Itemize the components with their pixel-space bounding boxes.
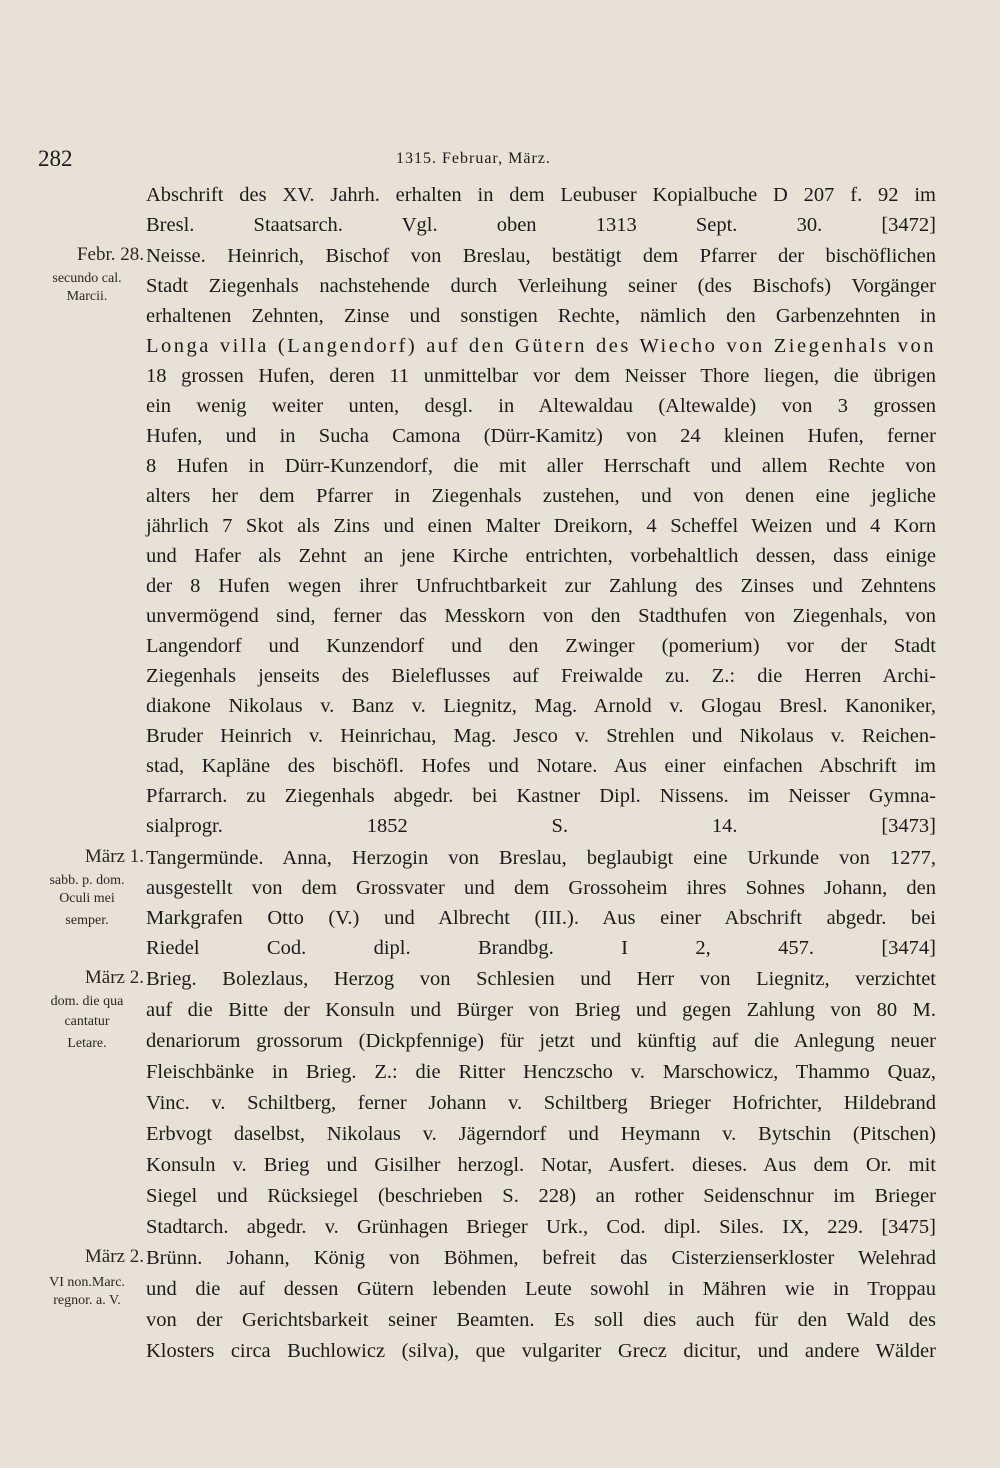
text-line: Hufen, und in Sucha Camona (Dürr-Kamitz) von 24 kleinen Hufen, ferner bbox=[146, 425, 936, 447]
margin-note-line: cantatur bbox=[64, 1014, 110, 1029]
text-line: erhaltenen Zehnten, Zinse und sonstigen Rechte, nämlich den Garbenzehnten in bbox=[146, 305, 936, 327]
text-line: Markgrafen Otto (V.) und Albrecht (III.). Aus einer Abschrift abgedr. bei bbox=[146, 907, 936, 929]
running-head: 1315. Februar, März. bbox=[396, 150, 551, 167]
text-line: jährlich 7 Skot als Zins und einen Malter Dreikorn, 4 Scheffel Weizen und 4 Korn bbox=[146, 515, 936, 537]
text-line: Brieg. Bolezlaus, Herzog von Schlesien und Herr von Liegnitz, verzichtet bbox=[146, 968, 936, 990]
text-line: Bresl. Staatsarch. Vgl. oben 1313 Sept. 30. [3472] bbox=[146, 214, 936, 236]
text-line: Klosters circa Buchlowicz (silva), que vulgariter Grecz dicitur, und andere Wälder bbox=[146, 1340, 936, 1362]
text-line: unvermögend sind, ferner das Messkorn von den Stadthufen von Ziegenhals, von bbox=[146, 605, 936, 627]
margin-note-line: sabb. p. dom. bbox=[49, 873, 125, 888]
margin-date: Febr. 28. bbox=[76, 244, 144, 265]
text-line: ausgestellt von dem Grossvater und dem Grossoheim ihres Sohnes Johann, den bbox=[146, 877, 936, 899]
text-line: diakone Nikolaus v. Banz v. Liegnitz, Mag. Arnold v. Glogau Bresl. Kanoniker, bbox=[146, 695, 936, 717]
text-line: und Hafer als Zehnt an jene Kirche entrichten, vorbehaltlich dessen, dass einige bbox=[146, 545, 936, 567]
text-line: Tangermünde. Anna, Herzogin von Breslau, beglaubigt eine Urkunde von 1277, bbox=[146, 847, 936, 869]
text-line: Vinc. v. Schiltberg, ferner Johann v. Schiltberg Brieger Hofrichter, Hildebrand bbox=[146, 1092, 936, 1114]
text-line: von der Gerichtsbarkeit seiner Beamten. Es soll dies auch für den Wald des bbox=[146, 1309, 936, 1331]
text-line: der 8 Hufen wegen ihrer Unfruchtbarkeit zur Zahlung des Zinses und Zehntens bbox=[146, 575, 936, 597]
text-line: Siegel und Rücksiegel (beschrieben S. 228) an rother Seidenschnur im Brieger bbox=[146, 1185, 936, 1207]
text-line: Abschrift des XV. Jahrh. erhalten in dem Leubuser Kopialbuche D 207 f. 92 im bbox=[146, 184, 936, 206]
text-line: Fleischbänke in Brieg. Z.: die Ritter Henczscho v. Marschowicz, Thammo Quaz, bbox=[146, 1061, 936, 1083]
page-number: 282 bbox=[38, 146, 73, 171]
margin-note-line: dom. die qua bbox=[50, 994, 124, 1009]
text-line: Erbvogt daselbst, Nikolaus v. Jägerndorf und Heymann v. Bytschin (Pitschen) bbox=[146, 1123, 936, 1145]
text-line: alters her dem Pfarrer in Ziegenhals zustehen, und von denen eine jegliche bbox=[146, 485, 936, 507]
margin-note-line: Letare. bbox=[67, 1036, 107, 1051]
text-line: sialprogr. 1852 S. 14. [3473] bbox=[146, 815, 936, 837]
margin-note-line: regnor. a. V. bbox=[53, 1293, 121, 1308]
page-header bbox=[0, 146, 1000, 172]
text-line: auf die Bitte der Konsuln und Bürger von Brieg und gegen Zahlung von 80 M. bbox=[146, 999, 936, 1021]
text-line: Ziegenhals jenseits des Bieleflusses auf Freiwalde zu. Z.: die Herren Archi- bbox=[146, 665, 936, 687]
text-line: Pfarrarch. zu Ziegenhals abgedr. bei Kastner Dipl. Nissens. im Neisser Gymna- bbox=[146, 785, 936, 807]
margin-note-line: secundo cal. bbox=[52, 271, 122, 286]
text-line: Bruder Heinrich v. Heinrichau, Mag. Jesco v. Strehlen und Nikolaus v. Reichen- bbox=[146, 725, 936, 747]
margin-note-line: Marcii. bbox=[66, 289, 108, 304]
text-line: Longa villa (Langendorf) auf den Gütern des Wiecho von Ziegenhals von bbox=[146, 335, 936, 357]
text-line: ein wenig weiter unten, desgl. in Altewaldau (Altewalde) von 3 grossen bbox=[146, 395, 936, 417]
margin-note-line: VI non.Marc. bbox=[49, 1275, 125, 1290]
text-line: Neisse. Heinrich, Bischof von Breslau, bestätigt dem Pfarrer der bischöflichen bbox=[146, 245, 936, 267]
text-line: Langendorf und Kunzendorf und den Zwinger (pomerium) vor der Stadt bbox=[146, 635, 936, 657]
text-line: Stadt Ziegenhals nachstehende durch Verleihung seiner (des Bischofs) Vorgänger bbox=[146, 275, 936, 297]
text-line: 8 Hufen in Dürr-Kunzendorf, die mit aller Herrschaft und allem Rechte von bbox=[146, 455, 936, 477]
margin-note-line: semper. bbox=[65, 913, 109, 928]
text-line: Riedel Cod. dipl. Brandbg. I 2, 457. [3474] bbox=[146, 937, 936, 959]
text-line: Brünn. Johann, König von Böhmen, befreit das Cisterzienserkloster Welehrad bbox=[146, 1247, 936, 1269]
margin-date: März 2. bbox=[84, 1246, 144, 1267]
margin-date: März 2. bbox=[84, 967, 144, 988]
text-line: Konsuln v. Brieg und Gisilher herzogl. Notar, Ausfert. dieses. Aus dem Or. mit bbox=[146, 1154, 936, 1176]
text-line: Stadtarch. abgedr. v. Grünhagen Brieger Urk., Cod. dipl. Siles. IX, 229. [3475] bbox=[146, 1216, 936, 1238]
text-line: stad, Kapläne des bischöfl. Hofes und Notare. Aus einer einfachen Abschrift im bbox=[146, 755, 936, 777]
text-line: 18 grossen Hufen, deren 11 unmittelbar vor dem Neisser Thore liegen, die übrigen bbox=[146, 365, 936, 387]
text-line: denariorum grossorum (Dickpfennige) für jetzt und künftig auf die Anlegung neuer bbox=[146, 1030, 936, 1052]
margin-date: März 1. bbox=[84, 846, 144, 867]
margin-note-line: Oculi mei bbox=[59, 891, 115, 906]
text-line: und die auf dessen Gütern lebenden Leute sowohl in Mähren wie in Troppau bbox=[146, 1278, 936, 1300]
